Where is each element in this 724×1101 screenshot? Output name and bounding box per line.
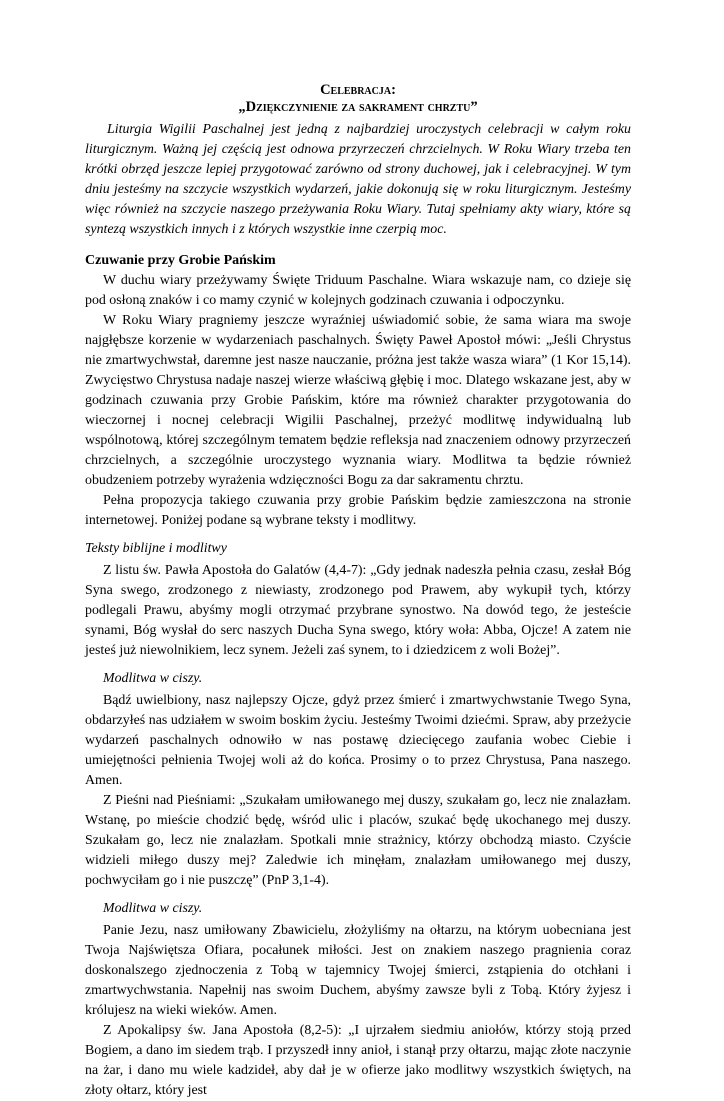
reading-galatians: Z listu św. Pawła Apostoła do Galatów (4,4-7): „Gdy jednak nadeszła pełnia czasu, zesłał Bóg Syna swego, zrodzonego z niewiasty, zrodzonego pod Prawem, aby wykupił tych, którzy podlegali Prawu, abyśmy mogli otrzymać przybrane synostwo. Na dowód tego, że jesteście synami, Bóg wysłał do serc naszych Ducha Syna swego, który woła: Abba, Ojcze! A zatem nie jesteś już niewolnikiem, lecz synem. Jeżeli zaś synem, to i dziedzicem z woli Bożej”. <box>85 563 631 658</box>
silent-prayer-label: Modlitwa w ciszy. <box>103 901 203 916</box>
section-heading-vigil: Czuwanie przy Grobie Pańskim <box>85 253 276 268</box>
title-line-1: Celebracja: <box>320 82 396 98</box>
reading-song-of-songs: Z Pieśni nad Pieśniami: „Szukałam umiłowanego mej duszy, szukałam go, lecz nie znalazłam. Wstanę, po mieście chodzić będę, wśród ulic i placów, szukać będę ukochanego mej duszy. Szukałam go, lecz nie znalazłam. Spotkali mnie strażnicy, którzy obchodzą miasto. Czyście widzieli miłego duszy mej? Zaledwie ich minęłam, znalazłam umiłowanego mej duszy, pochwyciłam go i nie puszczę” (PnP 3,1-4). <box>85 793 631 888</box>
prayer-paragraph: Panie Jezu, nasz umiłowany Zbawicielu, złożyliśmy na ołtarzu, na którym uobecniana jest Twoja Najświętsza Ofiara, pocałunek miłości. Jest on znakiem naszego pragnienia coraz doskonalszego zjednoczenia z Tobą w tajemnicy Twojej śmierci, zstąpienia do otchłani i zmartwychwstania. Napełnij nas swoim Duchem, abyśmy zawsze byli z Tobą. Który żyjesz i królujesz na wieki wieków. Amen. <box>85 923 631 1018</box>
silent-prayer-label: Modlitwa w ciszy. <box>103 671 203 686</box>
prayer-paragraph: Bądź uwielbiony, nasz najlepszy Ojcze, gdyż przez śmierć i zmartwychwstanie Twego Syna, obdarzyłeś nas udziałem w swoim boskim życiu. Jesteśmy Twoimi dziećmi. Spraw, aby przeżycie wydarzeń paschalnych odnowiło w nas postawę dziecięcego zaufania wobec Ciebie i umiejętności pełnienia Twojej woli aż do końca. Prosimy o to przez Chrystusa, Pana naszego. Amen. <box>85 693 631 788</box>
subheading-texts: Teksty biblijne i modlitwy <box>85 541 227 556</box>
body-paragraph: W duchu wiary przeżywamy Święte Triduum Paschalne. Wiara wskazuje nam, co dzieje się pod osłoną znaków i co mamy czynić w kolejnych godzinach czuwania i odpoczynku. <box>85 273 631 308</box>
reading-apocalypse: Z Apokalipsy św. Jana Apostoła (8,2-5): „I ujrzałem siedmiu aniołów, którzy stoją przed Bogiem, a dano im siedem trąb. I przyszedł inny anioł, i stanął przy ołtarzu, mając złote naczynie na żar, i dano mu wiele kadzideł, aby dał je w ofierze jako modlitwy wszystkich świętych, na złoty ołtarz, który jest <box>85 1023 631 1098</box>
intro-paragraph: Liturgia Wigilii Paschalnej jest jedną z najbardziej uroczystych celebracji w całym roku liturgicznym. Ważną jej częścią jest odnowa przyrzeczeń chrzcielnych. W Roku Wiary trzeba ten krótki obrzęd jeszcze lepiej przygotować zarówno od strony duchowej, jak i celebracyjnej. W tym dniu jesteśmy na szczycie wszystkich wydarzeń, jakie dokonują się w roku liturgicznym. Jesteśmy więc również na szczycie naszego przeżywania Roku Wiary. Tutaj spełniamy akty wiary, które są syntezą wszystkich innych i z których wszystkie inne czerpią moc. <box>85 122 631 237</box>
body-paragraph: Pełna propozycja takiego czuwania przy grobie Pańskim będzie zamieszczona na stronie internetowej. Poniżej podane są wybrane teksty i modlitwy. <box>85 493 631 528</box>
title-line-2: „Dziękczynienie za sakrament chrztu” <box>238 99 478 115</box>
page-title <box>85 82 631 116</box>
body-paragraph: W Roku Wiary pragniemy jeszcze wyraźniej uświadomić sobie, że sama wiara ma swoje najgłębsze korzenie w wydarzeniach paschalnych. Święty Paweł Apostoł mówi: „Jeśli Chrystus nie zmartwychwstał, daremne jest nasze nauczanie, próżna jest także wasza wiara” (1 Kor 15,14). Zwycięstwo Chrystusa nadaje naszej wierze właściwą głębię i moc. Dlatego wskazane jest, aby w godzinach czuwania przy Grobie Pańskim, które ma również charakter przygotowania do wieczornej i nocnej celebracji Wigilii Paschalnej, przeżyć modlitwę indywidualną lub wspólnotową, której szczególnym tematem będzie refleksja nad znaczeniem odnowy przyrzeczeń chrzcielnych, a szczególnie uroczystego wyznania wiary. Modlitwa ta będzie również obudzeniem potrzeby wyrażenia wdzięczności Bogu za dar sakramentu chrztu. <box>85 313 631 488</box>
